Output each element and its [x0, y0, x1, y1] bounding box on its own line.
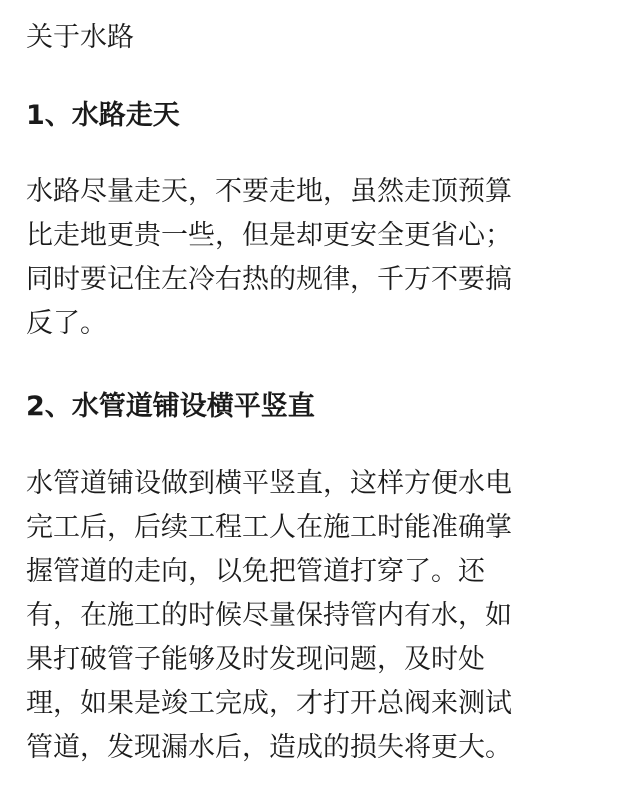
- paragraph-line: 水管道铺设做到横平竖直，这样方便水电: [26, 468, 512, 499]
- paragraph-line: 管道，发现漏水后，造成的损失将更大。: [26, 732, 512, 763]
- paragraph-line: 果打破管子能够及时发现问题，及时处: [26, 644, 485, 675]
- paragraph-line: 有，在施工的时候尽量保持管内有水，如: [26, 600, 512, 631]
- paragraph-line: 握管道的走向，以免把管道打穿了。还: [26, 556, 485, 587]
- paragraph-line: 比走地更贵一些，但是却更安全更省心；: [26, 220, 512, 251]
- paragraph-line: 反了。: [26, 308, 107, 339]
- paragraph-line: 完工后，后续工程工人在施工时能准确掌: [26, 512, 512, 543]
- paragraph-line: 水路尽量走天，不要走地，虽然走顶预算: [26, 176, 512, 207]
- article-title: 关于水路: [26, 22, 134, 53]
- section-paragraph-pipe-layout: [26, 462, 616, 770]
- section-heading-pipe-layout: 2、水管道铺设横平竖直: [26, 391, 315, 422]
- paragraph-line: 理，如果是竣工完成，才打开总阀来测试: [26, 688, 512, 719]
- paragraph-line: 同时要记住左冷右热的规律，千万不要搞: [26, 264, 512, 295]
- section-heading-water-route: 1、水路走天: [26, 100, 180, 131]
- section-paragraph-water-route: [26, 170, 616, 346]
